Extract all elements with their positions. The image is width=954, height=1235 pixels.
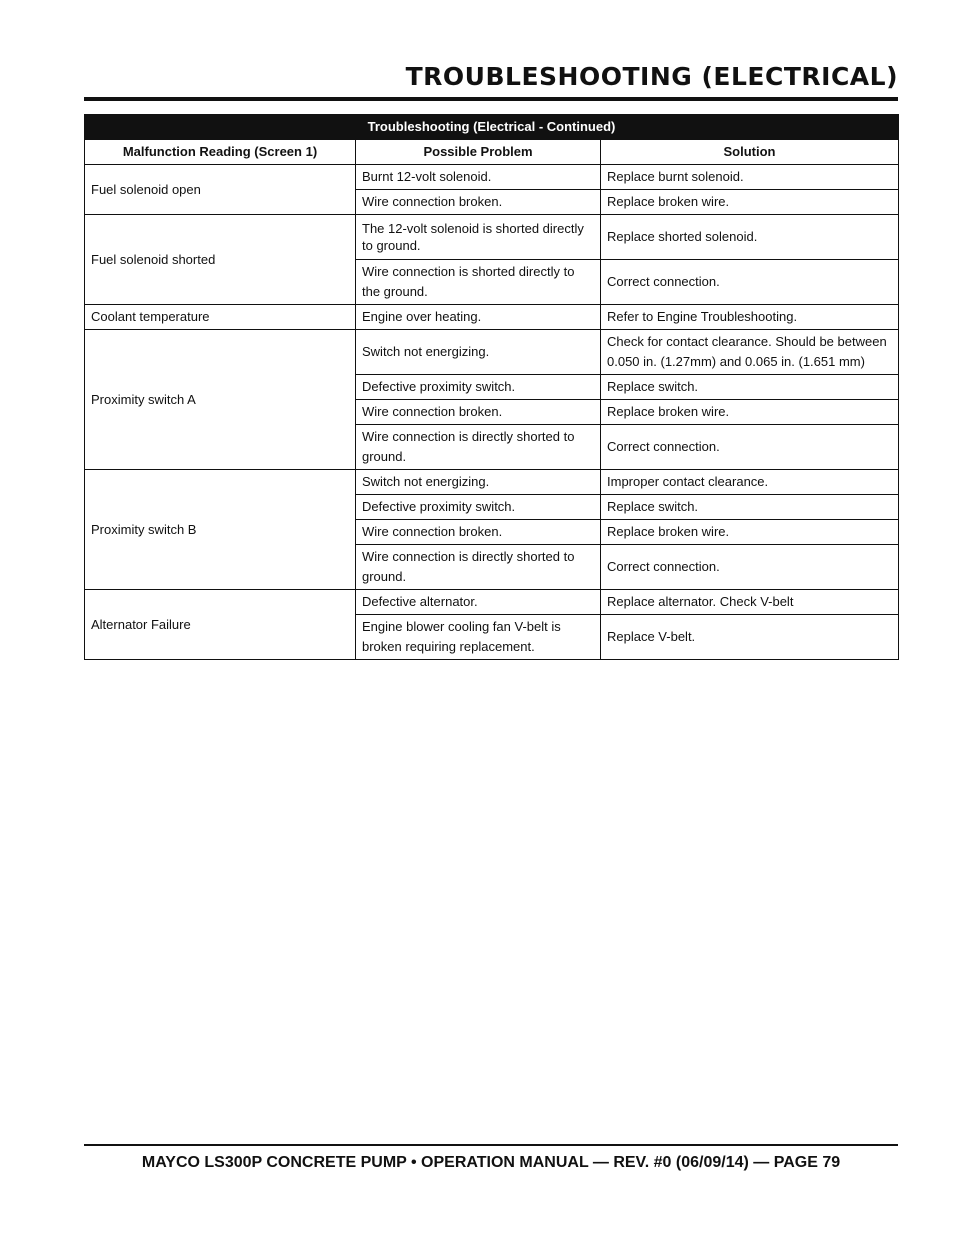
problem-cell: Engine over heating. (356, 305, 601, 330)
problem-cell: Defective proximity switch. (356, 495, 601, 520)
solution-cell: Replace broken wire. (601, 520, 899, 545)
title-rule (84, 97, 898, 101)
problem-cell: Defective alternator. (356, 590, 601, 615)
malfunction-cell: Coolant temperature (85, 305, 356, 330)
table-row (85, 590, 899, 615)
solution-cell: Replace broken wire. (601, 400, 899, 425)
problem-cell: Engine blower cooling fan V-belt is broken requiring replacement. (356, 615, 601, 660)
table-row (85, 470, 899, 495)
problem-cell: Defective proximity switch. (356, 375, 601, 400)
problem-cell: Wire connection is shorted directly to the ground. (356, 260, 601, 305)
page-footer: MAYCO LS300P CONCRETE PUMP • OPERATION MANUAL — REV. #0 (06/09/14) — PAGE 79 (141, 1154, 841, 1171)
problem-cell: Wire connection broken. (356, 520, 601, 545)
solution-cell: Check for contact clearance. Should be between 0.050 in. (1.27mm) and 0.065 in. (1.651 mm) (601, 330, 899, 375)
column-header-solution: Solution (601, 140, 899, 165)
problem-cell: Switch not energizing. (356, 330, 601, 375)
table-row (85, 330, 899, 375)
solution-cell: Replace alternator. Check V-belt (601, 590, 899, 615)
solution-cell: Replace switch. (601, 375, 899, 400)
problem-cell: Switch not energizing. (356, 470, 601, 495)
problem-cell: Wire connection broken. (356, 400, 601, 425)
footer-rule (84, 1144, 898, 1146)
solution-cell: Refer to Engine Troubleshooting. (601, 305, 899, 330)
malfunction-cell: Proximity switch A (85, 330, 356, 470)
solution-cell: Correct connection. (601, 545, 899, 590)
solution-cell: Improper contact clearance. (601, 470, 899, 495)
table-row (85, 215, 899, 260)
solution-cell: Replace V-belt. (601, 615, 899, 660)
solution-cell: Correct connection. (601, 425, 899, 470)
table-row (85, 305, 899, 330)
page-title: TROUBLESHOOTING (ELECTRICAL) (405, 62, 898, 91)
column-header-malfunction: Malfunction Reading (Screen 1) (85, 140, 356, 165)
table-banner: Troubleshooting (Electrical - Continued) (85, 115, 899, 140)
solution-cell: Replace switch. (601, 495, 899, 520)
problem-cell: Burnt 12-volt solenoid. (356, 165, 601, 190)
table-row (85, 165, 899, 190)
troubleshooting-table (84, 114, 899, 660)
problem-cell: Wire connection is directly shorted to ground. (356, 425, 601, 470)
problem-cell: Wire connection broken. (356, 190, 601, 215)
solution-cell: Replace broken wire. (601, 190, 899, 215)
problem-cell: Wire connection is directly shorted to ground. (356, 545, 601, 590)
problem-cell: The 12-volt solenoid is shorted directly to ground. (356, 215, 601, 260)
malfunction-cell: Proximity switch B (85, 470, 356, 590)
malfunction-cell: Fuel solenoid open (85, 165, 356, 215)
malfunction-cell: Fuel solenoid shorted (85, 215, 356, 305)
solution-cell: Replace burnt solenoid. (601, 165, 899, 190)
column-header-problem: Possible Problem (356, 140, 601, 165)
malfunction-cell: Alternator Failure (85, 590, 356, 660)
solution-cell: Correct connection. (601, 260, 899, 305)
solution-cell: Replace shorted solenoid. (601, 215, 899, 260)
